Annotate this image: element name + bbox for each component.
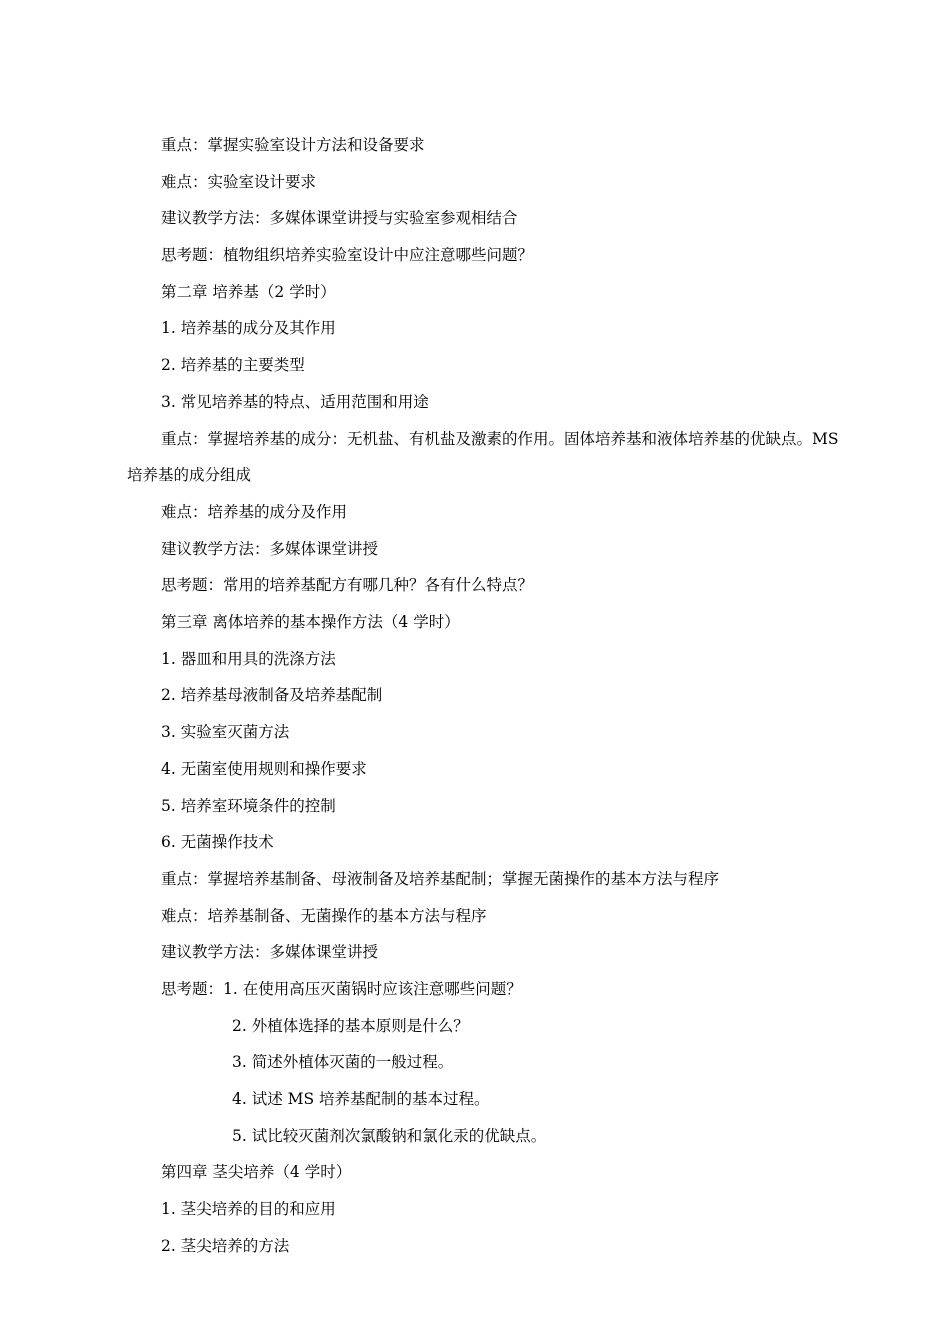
question-item: 2. 外植体选择的基本原则是什么？ <box>232 1017 469 1035</box>
list-item: 1. 茎尖培养的目的和应用 <box>161 1200 336 1218</box>
chapter-heading: 第四章 茎尖培养（4 学时） <box>161 1163 352 1181</box>
text-line: 思考题：常用的培养基配方有哪几种？各有什么特点？ <box>161 576 534 594</box>
question-item: 5. 试比较灭菌剂次氯酸钠和氯化汞的优缺点。 <box>232 1127 547 1145</box>
text-line-continuation: 培养基的成分组成 <box>127 466 252 484</box>
list-item: 2. 茎尖培养的方法 <box>161 1237 290 1255</box>
text-line: 重点：掌握培养基制备、母液制备及培养基配制；掌握无菌操作的基本方法与程序 <box>161 870 720 888</box>
text-line: 思考题：1. 在使用高压灭菌锅时应该注意哪些问题？ <box>161 980 522 998</box>
list-item: 5. 培养室环境条件的控制 <box>161 797 336 815</box>
list-item: 2. 培养基母液制备及培养基配制 <box>161 686 383 704</box>
list-item: 1. 器皿和用具的洗涤方法 <box>161 650 336 668</box>
list-item: 6. 无菌操作技术 <box>161 833 274 851</box>
text-line: 难点：培养基的成分及作用 <box>161 503 348 521</box>
text-line: 重点：掌握实验室设计方法和设备要求 <box>161 136 425 154</box>
list-item: 1. 培养基的成分及其作用 <box>161 319 336 337</box>
chapter-heading: 第二章 培养基（2 学时） <box>161 283 336 301</box>
question-item: 4. 试述 MS 培养基配制的基本过程。 <box>232 1090 490 1108</box>
text-line: 难点：培养基制备、无菌操作的基本方法与程序 <box>161 907 487 925</box>
text-line: 建议教学方法：多媒体课堂讲授与实验室参观相结合 <box>161 209 518 227</box>
list-item: 2. 培养基的主要类型 <box>161 356 305 374</box>
text-line: 重点：掌握培养基的成分：无机盐、有机盐及激素的作用。固体培养基和液体培养基的优缺点。MS <box>161 430 839 448</box>
text-line: 建议教学方法：多媒体课堂讲授 <box>161 943 379 961</box>
chapter-heading: 第三章 离体培养的基本操作方法（4 学时） <box>161 613 460 631</box>
text-line: 思考题：植物组织培养实验室设计中应注意哪些问题？ <box>161 246 534 264</box>
list-item: 4. 无菌室使用规则和操作要求 <box>161 760 367 778</box>
question-item: 3. 简述外植体灭菌的一般过程。 <box>232 1053 454 1071</box>
text-line: 建议教学方法：多媒体课堂讲授 <box>161 540 379 558</box>
list-item: 3. 常见培养基的特点、适用范围和用途 <box>161 393 429 411</box>
text-line: 难点：实验室设计要求 <box>161 173 317 191</box>
list-item: 3. 实验室灭菌方法 <box>161 723 290 741</box>
